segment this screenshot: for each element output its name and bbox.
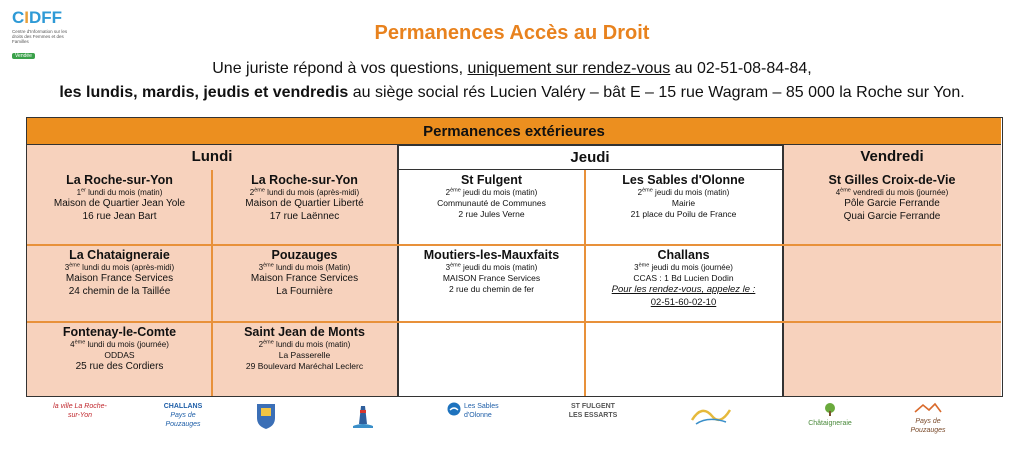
challans-phone: 02-51-60-02-10 <box>650 296 717 308</box>
challans-appointment-note: Pour les rendez-vous, appelez le : <box>611 284 756 295</box>
cell-st-jean-de-monts: Saint Jean de Monts 2ème lundi du mois (matin) La Passerelle 29 Boulevard Maréchal Leclerc <box>212 322 397 396</box>
logo-region: Vendée <box>12 53 35 59</box>
cell-st-gilles: St Gilles Croix-de-Vie 4ème vendredi du mois (journée) Pôle Garcie Ferrande Quai Garcie Ferrande <box>783 170 1001 244</box>
grid-line <box>211 170 213 396</box>
partner-logos <box>0 400 1024 434</box>
permanences-table <box>26 117 1003 397</box>
logo-challans: CHALLANS Pays de Pouzauges <box>163 403 203 428</box>
cell-la-roche-2: La Roche-sur-Yon 2ème lundi du mois (après-midi) Maison de Quartier Liberté 17 rue Laënnec <box>212 170 397 244</box>
day-header-lundi: Lundi <box>27 145 397 170</box>
cell-challans: Challans 3ème jeudi du mois (journée) CCAS : 1 Bd Lucien Dodin Pour les rendez-vous, appelez le : 02-51-60-02-10 <box>585 245 782 321</box>
address-line: les lundis, mardis, jeudis et vendredis au siège social rés Lucien Valéry – bât E – 15 rue Wagram – 85 000 la Roche sur Yon. <box>59 84 965 101</box>
page-title: Permanences Accès au Droit <box>374 22 650 44</box>
cell-jeudi-empty-3b <box>585 322 782 396</box>
logo-subtitle: Centre d'Information sur les droits des Femmes et des Familles <box>12 29 68 44</box>
cell-la-chataigneraie: La Chataigneraie 3ème lundi du mois (après-midi) Maison France Services 24 chemin de la Taillée <box>27 245 212 321</box>
grid-line <box>584 170 586 396</box>
logo-st-fulgent: ST FULGENT LES ESSARTS <box>568 403 618 419</box>
cell-la-roche-1: La Roche-sur-Yon 1er lundi du mois (matin) Maison de Quartier Jean Yole 16 rue Jean Bart <box>27 170 212 244</box>
logo-brand: CIDFF <box>12 8 63 27</box>
grid-line <box>27 321 1001 323</box>
contact-line: Une juriste répond à vos questions, uniquement sur rendez-vous au 02-51-08-84-84, <box>212 60 812 77</box>
appointment-only: uniquement sur rendez-vous <box>467 60 671 77</box>
cell-vendredi-empty-3 <box>783 322 1001 396</box>
cell-vendredi-empty-2 <box>783 245 1001 321</box>
day-header-vendredi: Vendredi <box>783 145 1001 170</box>
grid-line <box>397 145 399 396</box>
table-band-title: Permanences extérieures <box>27 118 1001 145</box>
cell-fontenay: Fontenay-le-Comte 4ème lundi du mois (journée) ODDAS 25 rue des Cordiers <box>27 322 212 396</box>
cell-moutiers: Moutiers-les-Mauxfaits 3ème jeudi du mois (matin) MAISON France Services 2 rue du chemin de fer <box>398 245 585 321</box>
logo-la-roche-sur-yon: la ville La Roche-sur-Yon <box>53 403 107 419</box>
logo-lighthouse <box>350 402 376 430</box>
day-header-jeudi: Jeudi <box>397 145 783 170</box>
cell-jeudi-empty-3a <box>398 322 585 396</box>
cell-les-sables: Les Sables d'Olonne 2ème jeudi du mois (matin) Mairie 21 place du Poilu de France <box>585 170 782 244</box>
grid-line <box>27 244 1001 246</box>
logo-chataigneraie: Châtaigneraie <box>806 402 854 430</box>
logo-pays-de-pouzauges: Pays de Pouzauges <box>903 402 953 430</box>
logo-les-sables: Les Sables d'Olonne <box>447 402 509 430</box>
cell-pouzauges: Pouzauges 3ème lundi du mois (Matin) Maison France Services La Fournière <box>212 245 397 321</box>
grid-line <box>782 145 784 396</box>
logo-crest-1 <box>255 402 277 430</box>
cell-st-fulgent: St Fulgent 2ème jeudi du mois (matin) Communauté de Communes 2 rue Jules Verne <box>398 170 585 244</box>
logo-swirl <box>688 402 734 430</box>
